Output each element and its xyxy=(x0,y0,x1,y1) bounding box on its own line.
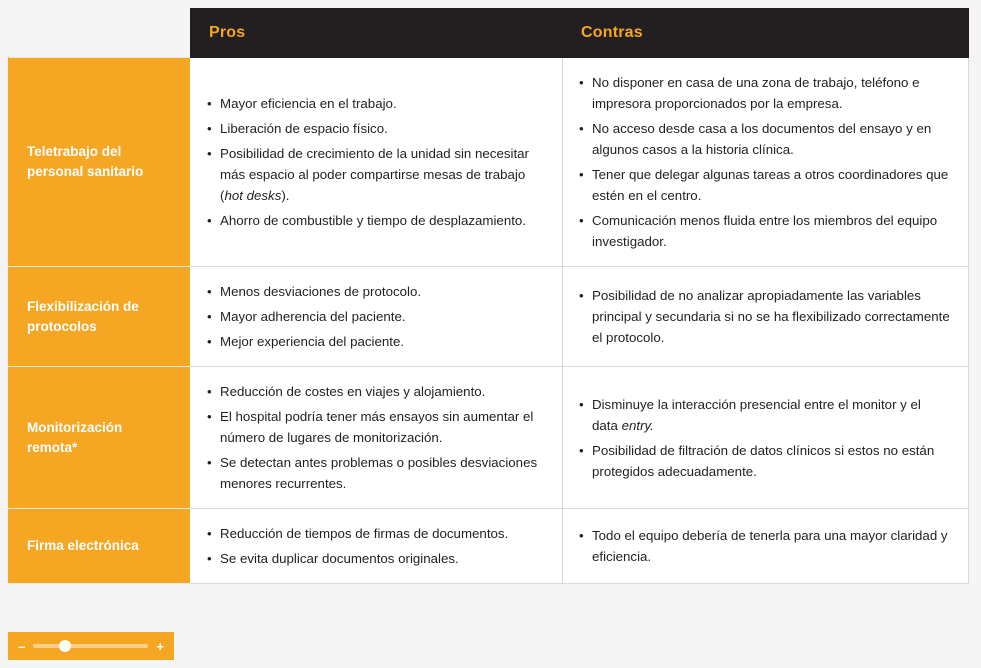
table-row xyxy=(9,509,969,584)
cell-pros-teletrabajo xyxy=(191,58,563,267)
list-item: • Reducción de tiempos de firmas de documentos. xyxy=(205,523,544,544)
list-item: • Reducción de costes en viajes y alojamiento. xyxy=(205,381,544,402)
row-label-flexibilizacion: Flexibilización de protocolos xyxy=(9,267,191,367)
list-item: • Mayor adherencia del paciente. xyxy=(205,306,544,327)
cell-contras-monitorizacion xyxy=(563,367,969,509)
list-item: • Disminuye la interacción presencial entre el monitor y el data entry. xyxy=(577,394,950,436)
table-header-row xyxy=(9,9,969,58)
list-item: • Mejor experiencia del paciente. xyxy=(205,331,544,352)
list-item: • Se evita duplicar documentos originales. xyxy=(205,548,544,569)
list-item: • Se detectan antes problemas o posibles desviaciones menores recurrentes. xyxy=(205,452,544,494)
cell-contras-firma xyxy=(563,509,969,584)
cell-contras-teletrabajo xyxy=(563,58,969,267)
header-empty-corner xyxy=(9,9,191,58)
list-item: • Posibilidad de filtración de datos clínicos si estos no están protegidos adecuadamente. xyxy=(577,440,950,482)
header-pros: Pros xyxy=(191,9,563,58)
list-item: • Menos desviaciones de protocolo. xyxy=(205,281,544,302)
row-label-monitorizacion: Monitorización remota* xyxy=(9,367,191,509)
pros-cons-table xyxy=(8,8,969,584)
zoom-slider[interactable] xyxy=(8,632,174,660)
list-item: • Todo el equipo debería de tenerla para una mayor claridad y eficiencia. xyxy=(577,525,950,567)
zoom-slider-track[interactable] xyxy=(33,644,148,648)
header-contras: Contras xyxy=(563,9,969,58)
zoom-slider-knob[interactable] xyxy=(59,640,71,652)
list-item: • Ahorro de combustible y tiempo de desplazamiento. xyxy=(205,210,544,231)
zoom-out-icon[interactable]: – xyxy=(18,638,26,654)
list-item: • Comunicación menos fluida entre los miembros del equipo investigador. xyxy=(577,210,950,252)
cell-pros-monitorizacion xyxy=(191,367,563,509)
list-item: • Mayor eficiencia en el trabajo. xyxy=(205,93,544,114)
list-item: • No disponer en casa de una zona de trabajo, teléfono e impresora proporcionados por la empresa. xyxy=(577,72,950,114)
table-row xyxy=(9,367,969,509)
cell-pros-firma xyxy=(191,509,563,584)
list-item: • Posibilidad de no analizar apropiadamente las variables principal y secundaria si no se ha flexibilizado correctamente el protocolo. xyxy=(577,285,950,348)
list-item: • Tener que delegar algunas tareas a otros coordinadores que estén en el centro. xyxy=(577,164,950,206)
table-body xyxy=(9,58,969,584)
table-row xyxy=(9,58,969,267)
zoom-in-icon[interactable]: + xyxy=(156,638,164,654)
cell-pros-flexibilizacion xyxy=(191,267,563,367)
list-item: • No acceso desde casa a los documentos del ensayo y en algunos casos a la historia clínica. xyxy=(577,118,950,160)
table-row xyxy=(9,267,969,367)
row-label-teletrabajo: Teletrabajo del personal sanitario xyxy=(9,58,191,267)
cell-contras-flexibilizacion xyxy=(563,267,969,367)
list-item: • El hospital podría tener más ensayos sin aumentar el número de lugares de monitorización. xyxy=(205,406,544,448)
row-label-firma: Firma electrónica xyxy=(9,509,191,584)
list-item: • Posibilidad de crecimiento de la unidad sin necesitar más espacio al poder compartirse mesas de trabajo (hot desks). xyxy=(205,143,544,206)
list-item: • Liberación de espacio físico. xyxy=(205,118,544,139)
